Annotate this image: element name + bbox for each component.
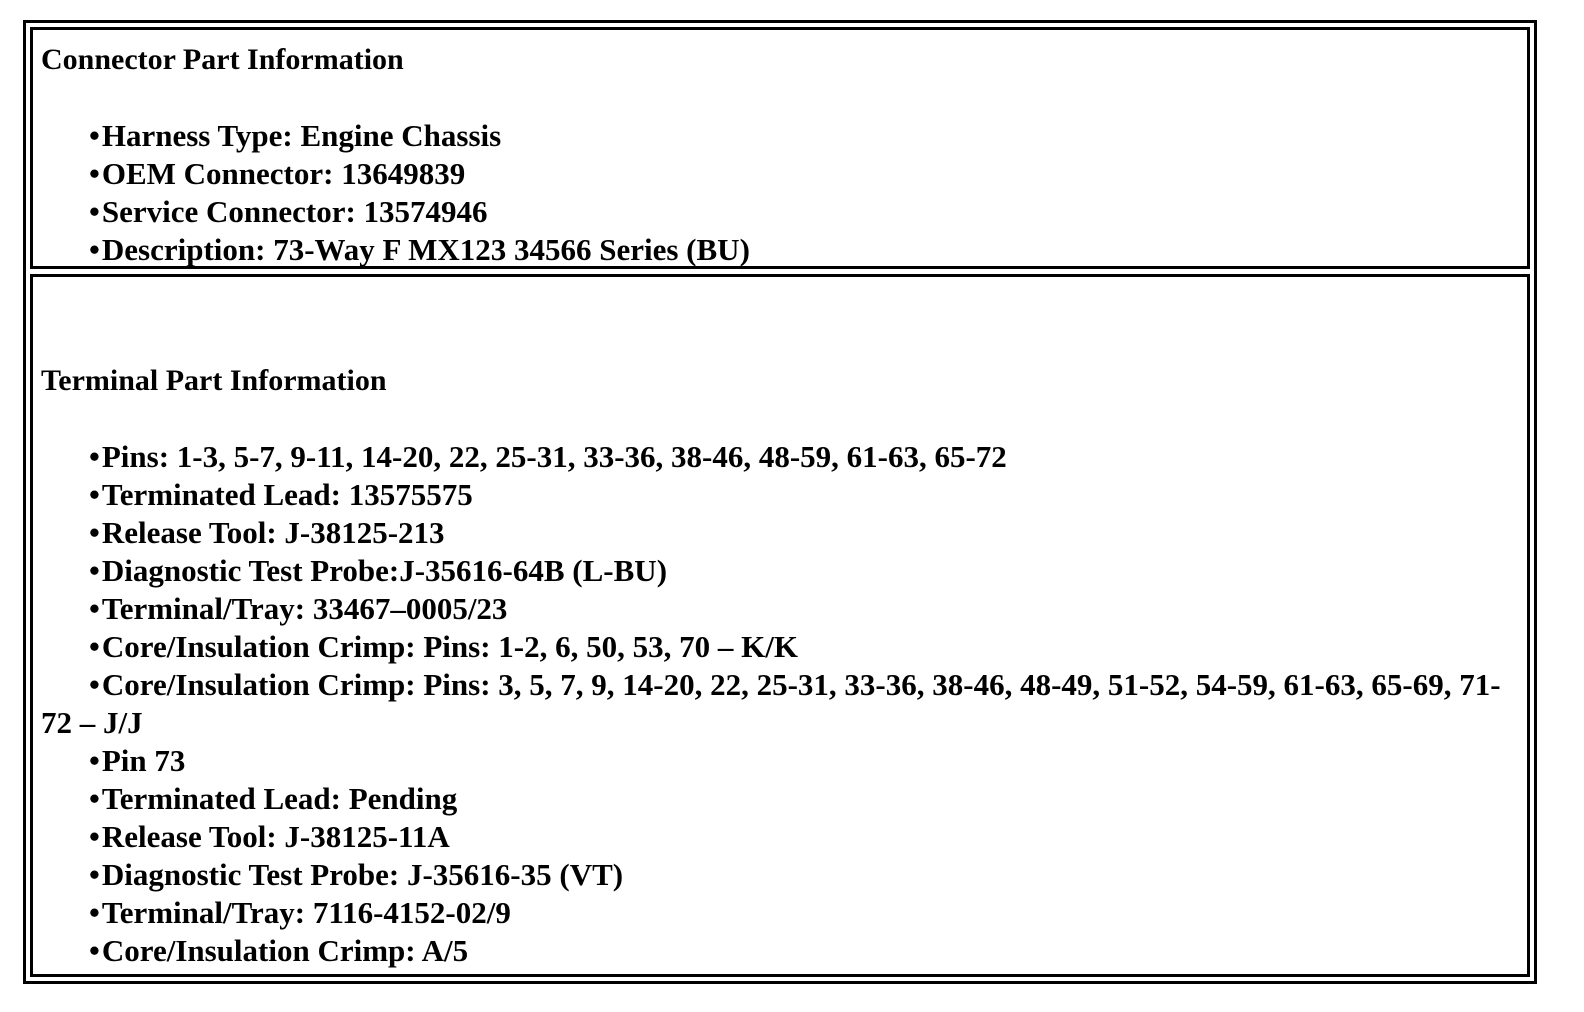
- bullet-icon: •: [89, 781, 100, 816]
- oem-connector: OEM Connector: 13649839: [101, 156, 466, 191]
- list-item: [41, 155, 1519, 193]
- list-item: [41, 476, 1519, 514]
- terminated-lead: Terminated Lead: 13575575: [101, 477, 473, 512]
- list-item: [41, 932, 1519, 970]
- list-item: [41, 117, 1519, 155]
- harness-type: Harness Type: Engine Chassis: [101, 118, 502, 153]
- parts-info-table: [23, 20, 1537, 984]
- list-item: [41, 628, 1519, 666]
- connector-part-info-cell: [30, 27, 1530, 269]
- terminated-lead-pin-73: Terminated Lead: Pending: [101, 781, 458, 816]
- bullet-icon: •: [89, 857, 100, 892]
- list-item: [41, 742, 1519, 780]
- bullet-icon: •: [89, 895, 100, 930]
- bullet-icon: •: [89, 667, 100, 702]
- list-item: [41, 590, 1519, 628]
- diagnostic-test-probe-pin-73: Diagnostic Test Probe: J-35616-35 (VT): [101, 857, 624, 892]
- core-insulation-crimp-jj: Core/Insulation Crimp: Pins: 3, 5, 7, 9, 14-20, 22, 25-31, 33-36, 38-46, 48-49, 51-52, 54-59, 61-63, 65-69, 71-72 – J/J: [41, 667, 1501, 740]
- bullet-icon: •: [89, 819, 100, 854]
- bullet-icon: •: [89, 439, 100, 474]
- list-item: [41, 666, 1519, 742]
- list-item: [41, 552, 1519, 590]
- bullet-icon: •: [89, 591, 100, 626]
- list-item: [41, 894, 1519, 932]
- bullet-icon: •: [89, 156, 100, 191]
- list-item: [41, 514, 1519, 552]
- pin-73: Pin 73: [101, 743, 186, 778]
- service-connector: Service Connector: 13574946: [101, 194, 488, 229]
- core-insulation-crimp-kk: Core/Insulation Crimp: Pins: 1-2, 6, 50, 53, 70 – K/K: [101, 629, 798, 664]
- connector-content: [41, 41, 1519, 269]
- list-item: [41, 818, 1519, 856]
- connector-section-heading: Connector Part Information: [41, 43, 404, 76]
- connector-description: Description: 73-Way F MX123 34566 Series (BU): [101, 232, 750, 267]
- terminal-tray: Terminal/Tray: 33467–0005/23: [101, 591, 508, 626]
- bullet-icon: •: [89, 553, 100, 588]
- diagnostic-test-probe: Diagnostic Test Probe:J-35616-64B (L-BU): [101, 553, 668, 588]
- bullet-icon: •: [89, 629, 100, 664]
- terminal-section-heading: Terminal Part Information: [41, 364, 387, 397]
- bullet-icon: •: [89, 477, 100, 512]
- list-item: [41, 856, 1519, 894]
- terminal-part-info-cell: [30, 274, 1530, 977]
- terminal-tray-pin-73: Terminal/Tray: 7116-4152-02/9: [101, 895, 511, 930]
- release-tool: Release Tool: J-38125-213: [101, 515, 445, 550]
- terminal-content: [41, 362, 1519, 970]
- list-item: [41, 193, 1519, 231]
- release-tool-pin-73: Release Tool: J-38125-11A: [101, 819, 450, 854]
- bullet-icon: •: [89, 743, 100, 778]
- pins-range: Pins: 1-3, 5-7, 9-11, 14-20, 22, 25-31, 33-36, 38-46, 48-59, 61-63, 65-72: [101, 439, 1007, 474]
- bullet-icon: •: [89, 933, 100, 968]
- list-item: [41, 231, 1519, 269]
- list-item: [41, 438, 1519, 476]
- bullet-icon: •: [89, 515, 100, 550]
- terminal-info-list: [41, 438, 1519, 970]
- connector-info-list: [41, 117, 1519, 269]
- list-item: [41, 780, 1519, 818]
- core-insulation-crimp-pin-73: Core/Insulation Crimp: A/5: [101, 933, 469, 968]
- bullet-icon: •: [89, 118, 100, 153]
- bullet-icon: •: [89, 194, 100, 229]
- bullet-icon: •: [89, 232, 100, 267]
